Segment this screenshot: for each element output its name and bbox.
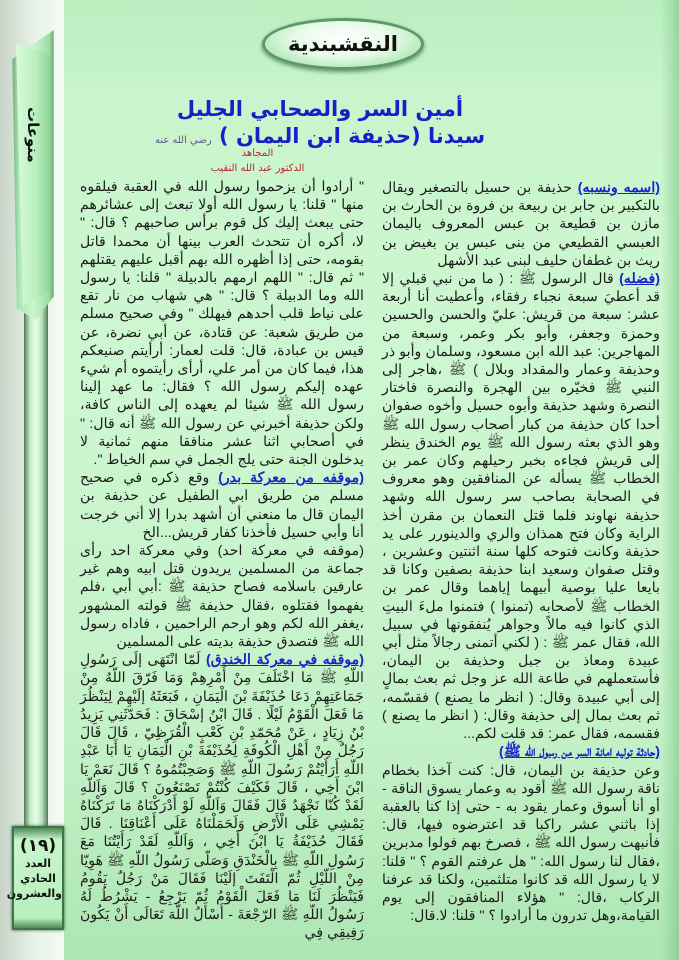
issue-text-line-2: الحادي: [20, 872, 56, 885]
issue-text-line-1: العدد: [24, 857, 52, 870]
section-heading-name-lineage: (اسمه ونسبه): [577, 180, 660, 196]
paragraph-secret-keeper: [382, 743, 660, 925]
paragraph-khandaq: [80, 651, 364, 942]
title-line-1: أمين السر والصحابي الجليل: [176, 97, 464, 121]
paragraph-badr: [80, 469, 364, 542]
page-edge-shade: [661, 0, 679, 960]
article-column-right: [382, 179, 660, 925]
paragraph-continuation: [80, 178, 364, 469]
paragraph-uhud: [80, 542, 364, 651]
section-heading-khandaq: (موقفه في معركة الخندق): [206, 652, 364, 669]
paragraph-text: " أرادوا أن يزحموا رسول الله في العقبة فيلقوه منها " قلنا: يا رسول الله أولا تبعث إلى عشائرهم حتى يبعث إليك كل قوم برأس صاحبهم ؟ قال: " لا، أكره أن تتحدث العرب بينها أن محمدا قاتل بقومه، حتى إذا أظهره الله بهم أقبل عليهم يقتلهم " ثم قال: " اللهم ارمهم بالدبيلة " قلنا: يا رسول الله وما الدبيلة ؟ قال: " هي شهاب من نار تقع على نياط قلب أحدهم فيهلك " وفي صحيح مسلم من طريق شعبة: عن قتادة، عن أبي نضرة، عن قيس بن عبادة، قال: قلت لعمار: أرأيتم صنيعكم هذا، فيما كان من أمر علي، أرأى رأيتموه أم شيء عهده إليكم رسول الله ؟ فقال: ما عهد إلينا رسول الله ﷺ شيئا لم يعهده إلى الناس كافة، ولكن حذيفة أخبرني عن رسول الله ﷺ أنه قال: " في أصحابي اثنا عشر منافقا منهم ثمانية لا يدخلون الجنة حتى يلج الجمل في سم الخياط ".: [80, 179, 364, 469]
issue-box: [6, 826, 64, 930]
paragraph-name-lineage: [382, 179, 660, 270]
honorific-icon: رضي الله عنه: [154, 135, 212, 146]
issue-text-line-3: والعشرون: [6, 887, 62, 900]
title-line-2-text: سيدنا (حذيفة ابن اليمان ): [219, 124, 486, 148]
paragraph-text: (موقفه في معركة احد) وفي معركة احد رأى جماعة من المسلمين يريدون قتل ابيه وهم غير عارفين باسلامه فصاح حذيفة ﷺ :أبي أبي ،فلم يفهموا فقتلوه ،فقال حذيفة ﷺ قولته المشهور ،يغفر الله لكم وهو ارحم الراحمين ، فاداه رسول الله ﷺ فتصدق حذيفة بديته على المسلمين: [80, 543, 364, 651]
paragraph-text: وعن حذيفة بن اليمان، قال: كنت آخذا بخطام ناقة رسول الله ﷺ أقود به وعمار يسوق الناقة - أو أنا أسوق وعمار يقود به - حتى إذا كنا بالعقبة إذا باثني عشر راكبا قد اعترضوه فيها، قال: فأنبهت رسول الله ﷺ ، فصرخ بهم فولوا مدبرين ،فقال لنا رسول الله: " هل عرفتم القوم ؟ " قلنا: لا يا رسول الله قد كانوا متلثمين، ولكنا قد عرفنا الركاب ،قال: " هؤلاء المنافقون إلى يوم القيامة،وهل تدرون ما أرادوا ؟ " قلنا: لا.قال:: [382, 762, 660, 925]
author-role: المجاهد: [241, 148, 274, 159]
magazine-badge: [262, 18, 424, 70]
section-heading-badr: (موقفه من معركة بدر): [218, 470, 364, 487]
paragraph-text: وقع ذكره في صحيح مسلم من طريق ابي الطفيل عن حذيفة بن اليمان قال ما منعني أن أشهد بدرا إلا أني خرجت أنا وأبي حسيل فأخذنا كفار قريش...الخ: [80, 470, 364, 541]
magazine-name: النقشبندية: [287, 32, 399, 56]
author-name: الدكتور عبد الله النقيب: [210, 163, 305, 174]
section-label: منوعات: [24, 107, 42, 163]
paragraph-text: قال الرسول ﷺ : ( ما من نبي قبلي إلا قد أعطيَ سبعة نجباء رفقاء، وأعطيت أنا أربعة عشر: سبعة من قريش: عليّ والحسن والحسين وحمزة وجعفر، وأبو بكر وعمر، وسبعة من المهاجرين: عبد الله ابن مسعود، وسلمان وأبو ذر وحذيفة وعمار والمقداد وبلال ) ﷺ ،هاجر إلى النبي ﷺ فخيّره بين الهجرة والنصرة فاختار النصرة وشهد حذيفة وأبوه حسيل وأخوه صفوان أحدا كان حذيفة من كبار أصحاب رسول الله ﷺ وهو الذي بعثه رسول الله ﷺ يوم الخندق ينظر إلى قريش فجاءه بخبر رحيلهم وكان عمر بن الخطاب ﷺ يسأله عن المنافقين وهو معروف في الصحابة بصاحب سر رسول الله وشهد حذيفة نهاوند فلما قتل النعمان بن مقرن أخذ الراية وكان فتح همذان والري والدينورر على يد حذيفة وكانت فتوحه كلها سنة اثنتين وعشرين ، وقتل صفوان وسعيد ابنا حذيفة بصفين وكانا قد بايعا عليا بوصية أبيهما إياهما وقال عمر بن الخطاب ﷺ لأصحابه (تمنوا ) فتمنوا ملءَ البيتِ الذي كانوا فيه مالاً وجواهر يُنفقونها في سبيل الله، فقال عمر ﷺ : ( لكني أتمنى رجالاً مثل أبي عبيدة ومعاذ بن جبل وحذيفة بن اليمان، فأستعملهم في طاعة الله عز وجل ثم بعث بمالٍ إلى أبي عبيدة وقال: ( انظر ما يصنع ) فقسّمه، ثم بعث بمال إلى حذيفة وقال: ( انظر ما يصنع ) فقسمه، فقال عمر: قد قلت لكم...: [382, 271, 660, 743]
article-column-left: [80, 178, 364, 943]
paragraph-text: حذيفة بن حسيل بالتصغير ويقال بالتكبير بن جابر بن ربيعة بن فروة بن الحارث بن مازن بن قطيعة بن عبس المعروف باليمان العبسي القطيعي من بنى عبس بن بغيض بن ريث بن غطفان حليف لبنى عبد الأشهل: [382, 180, 660, 269]
paragraph-text: لَمّا انْتَهَى إلَى رَسُولِ اللّهِ ﷺ مَا اخْتَلَفَ مِنْ أَمْرِهِمْ وَمَا فَرّقَ اللّهُ مِنْ جَمَاعَتِهِمْ دَعَا حُذَيْفَةَ بْنَ الْيَمَانِ ، فَبَعَثَهُ إلَيْهِمْ لِيَنْظُرَ مَا فَعَلَ الْقَوْمُ لَيْلًا . قَالَ ابْنُ إسْحَاقَ : فَحَدّثَنِي يَزِيدُ بْنُ زِيَادٍ ، عَنْ مُحَمّدِ بْنِ كَعْبٍ الْقُرَظِيّ ، قَالَ قَالَ رَجُلٌ مِنْ أَهْلِ الْكُوفَةِ لِحُذَيْفَةَ بْنِ الْيَمَانِ يَا أَبَا عَبْدِ اللّهِ أَرَأَيْتُمْ رَسُولَ اللّهِ ﷺ وَصَحِبْتُمُوهُ ؟ قَالَ نَعَمْ يَا ابْنَ أَخِي ، قَالَ فَكَيْفَ كُنْتُمْ تَصْنَعُونَ ؟ قَالَ وَاَللّهِ لَقَدْ كُنّا نَجْهَدُ قَالَ فَقَالَ وَاَللّهِ لَوْ أَدْرَكْنَاهُ مَا تَرَكْنَاهُ يَمْشِي عَلَى الْأَرْضِ وَلَحَمَلْنَاهُ عَلَى أَعْنَاقِنَا . قَالَ فَقَالَ حُذَيْفَةُ يَا ابْنَ أَخِي ، وَاَللّهِ لَقَدْ رَأَيْتُنَا مَعَ رَسُولِ اللّهِ ﷺ بِالْخَنْدَقِ وَصَلّى رَسُولُ اللّهِ ﷺ هَوِيّا مِنْ اللّيْلِ ثُمّ الْتَفَتَ إلَيْنَا فَقَالَ مَنْ رَجُلٌ يَقُومُ فَيَنْظُرَ لَنَا مَا فَعَلَ الْقَوْمُ ثُمّ يَرْجِعُ - يَشْرُطُ لَهُ رَسُولُ اللّهِ ﷺ الرّجْعَةَ - أَسْأَلُ اللّهَ تَعَالَى أَنْ يَكُونَ رَفِيقِي فِي: [80, 652, 364, 942]
issue-number: (١٩): [19, 836, 57, 856]
paragraph-virtue: [382, 270, 660, 743]
section-heading-virtue: (فضله): [619, 271, 660, 288]
section-heading-secret-keeper: (حادثة توليه امانة السر من رسول الله ﷺ): [499, 744, 660, 761]
author-byline: [150, 146, 365, 176]
